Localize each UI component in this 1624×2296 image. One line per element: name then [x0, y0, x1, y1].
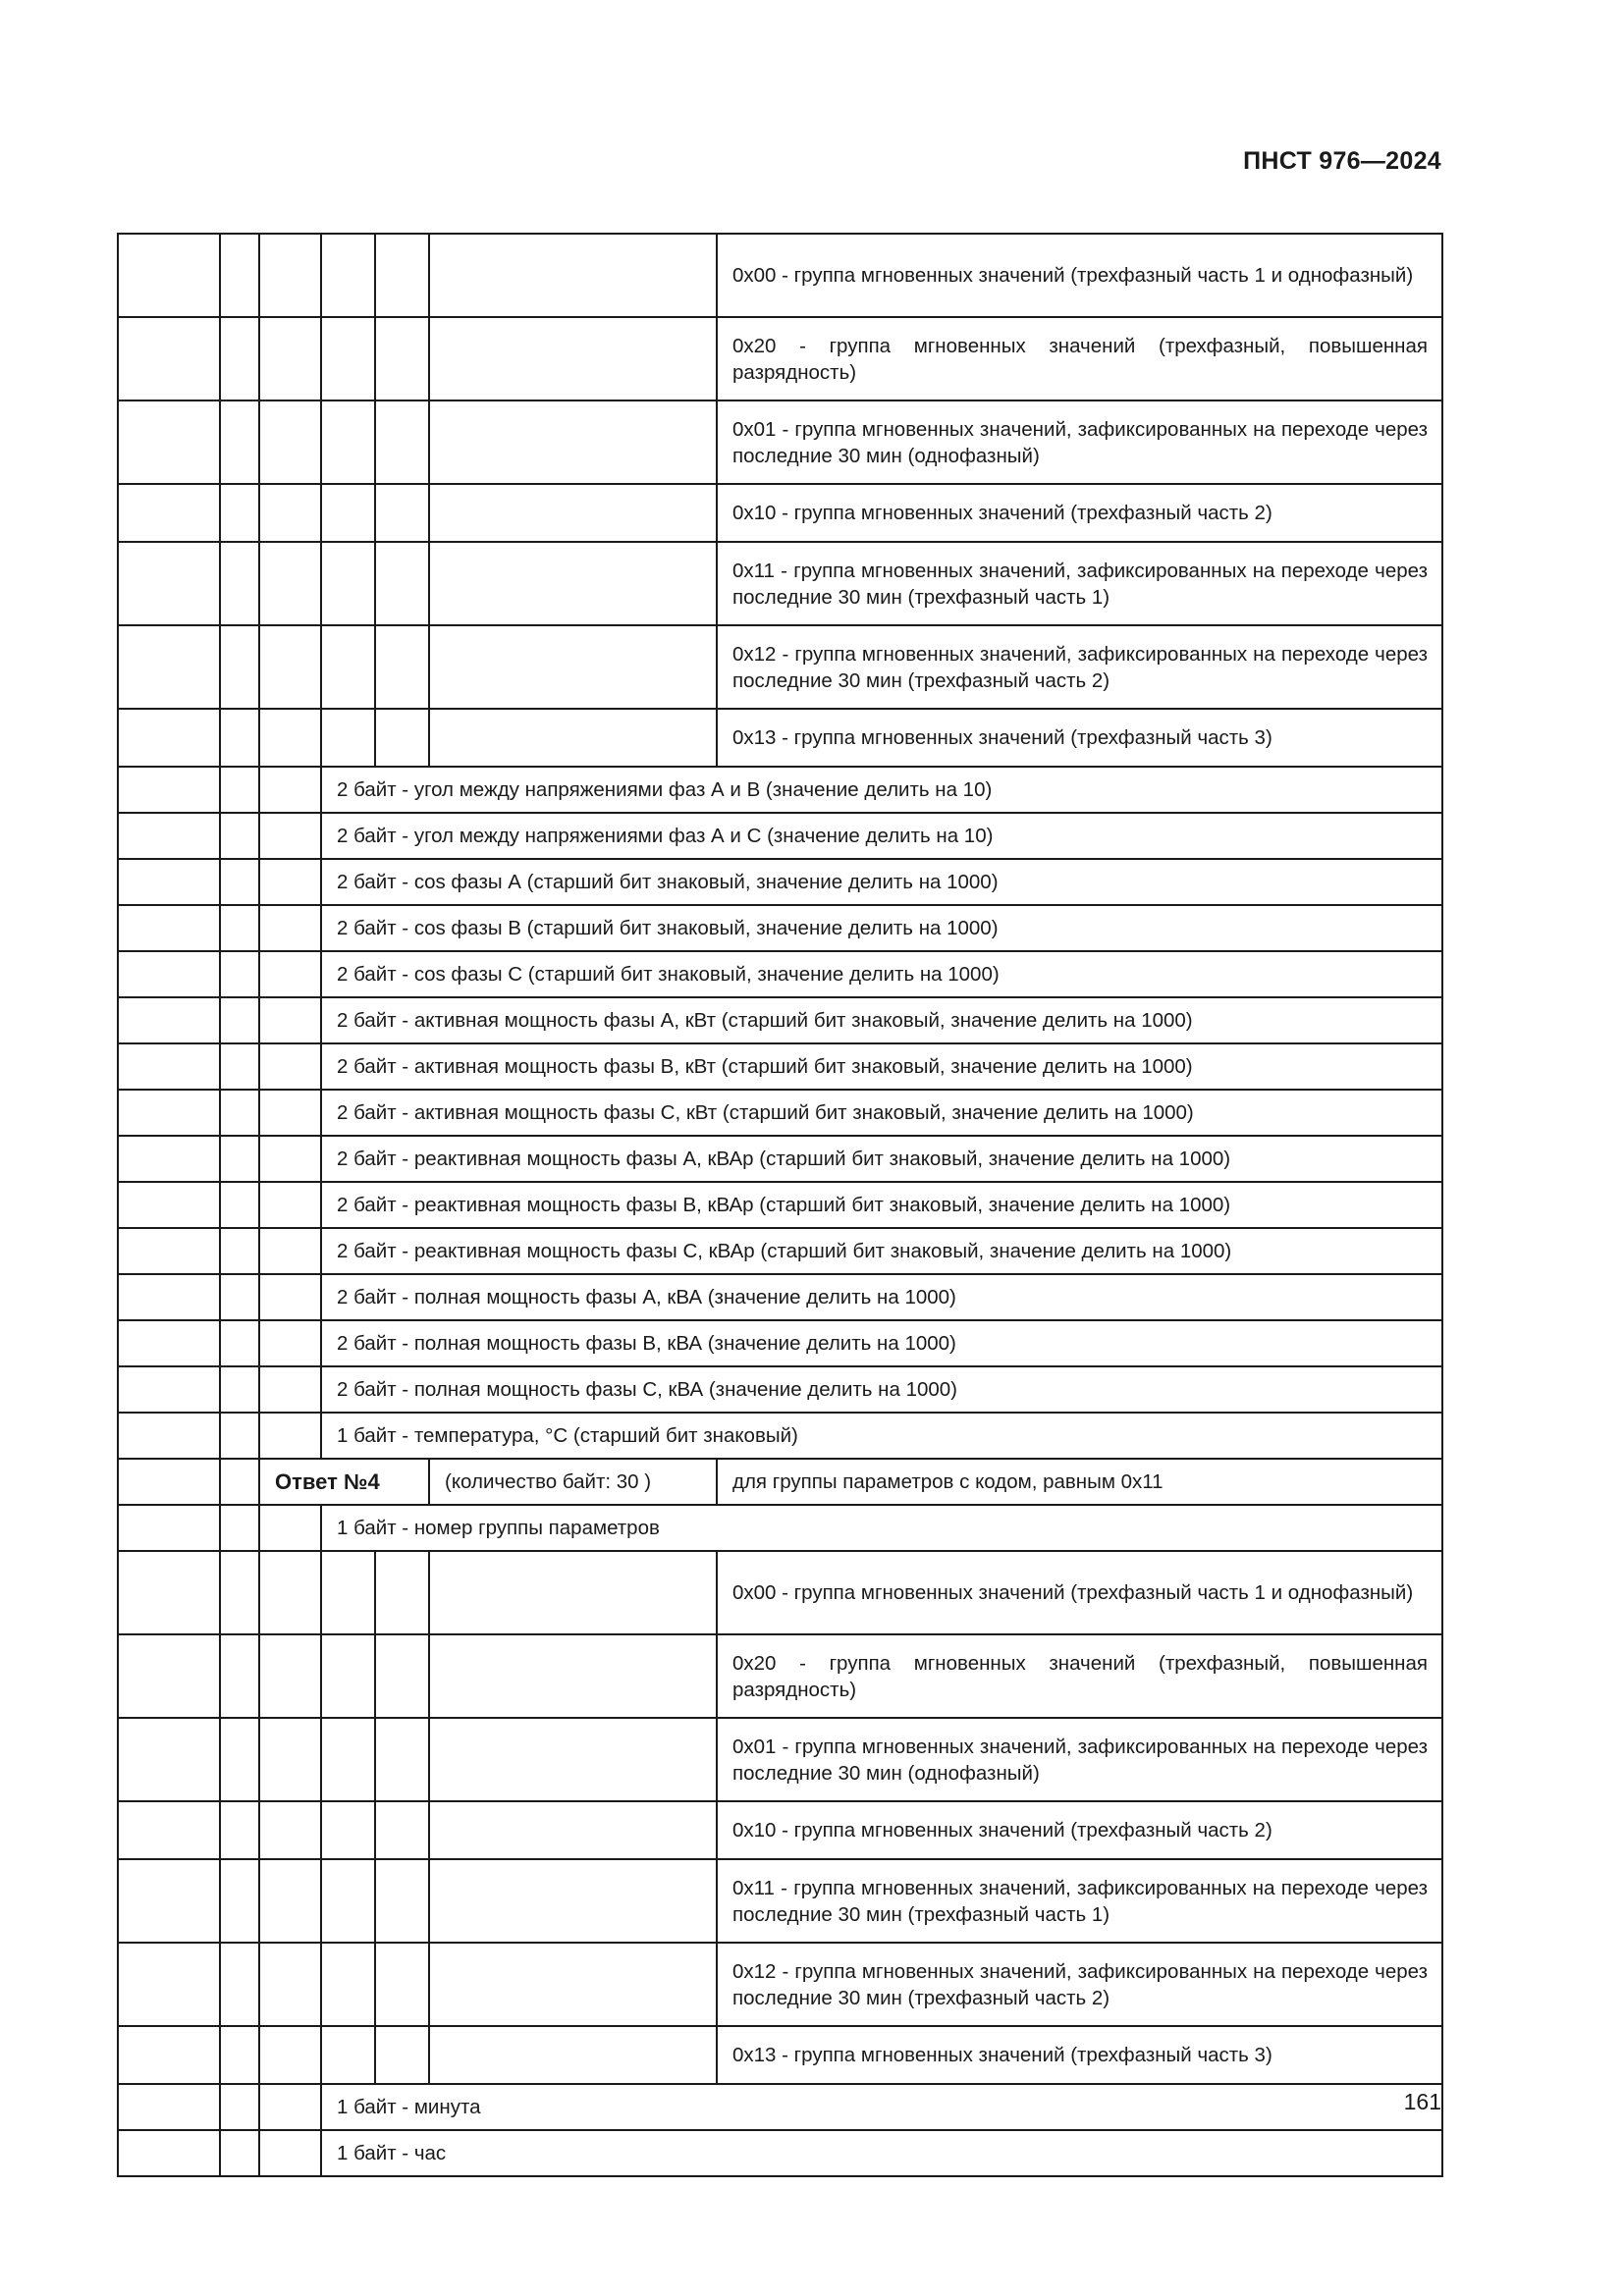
- group-code-cell: 0x20 - группа мгновенных значений (трехфазный, повышенная разрядность): [717, 1634, 1442, 1718]
- group-code-cell: 0x00 - группа мгновенных значений (трехфазный часть 1 и однофазный): [717, 1551, 1442, 1634]
- table-row: [118, 1718, 1442, 1801]
- field-description: 2 байт - полная мощность фазы С, кВА (значение делить на 1000): [321, 1366, 1442, 1413]
- field-description: 2 байт - угол между напряжениями фаз А и С (значение делить на 10): [321, 813, 1442, 859]
- page-number: 161: [1403, 2089, 1441, 2114]
- field-description: 2 байт - активная мощность фазы А, кВт (старший бит знаковый, значение делить на 1000): [321, 997, 1442, 1043]
- field-description: 2 байт - полная мощность фазы А, кВА (значение делить на 1000): [321, 1274, 1442, 1320]
- group-code-cell: 0x12 - группа мгновенных значений, зафиксированных на переходе через последние 30 мин (трехфазный часть 2): [717, 625, 1442, 709]
- field-description: 1 байт - температура, °С (старший бит знаковый): [321, 1413, 1442, 1459]
- group-code-cell: 0x11 - группа мгновенных значений, зафиксированных на переходе через последние 30 мин (трехфазный часть 1): [717, 1859, 1442, 1943]
- table-row: [118, 625, 1442, 709]
- answer-header-row: [118, 1459, 1442, 1505]
- table-row: [118, 1366, 1442, 1413]
- table-row: [118, 1551, 1442, 1634]
- byte-count: (количество байт: 30 ): [429, 1459, 717, 1505]
- group-code-cell: 0x01 - группа мгновенных значений, зафиксированных на переходе через последние 30 мин (однофазный): [717, 400, 1442, 484]
- protocol-table: [117, 233, 1443, 2177]
- field-description: 2 байт - полная мощность фазы В, кВА (значение делить на 1000): [321, 1320, 1442, 1366]
- table-row: [118, 1043, 1442, 1090]
- table-row: [118, 709, 1442, 767]
- table-row: [118, 1943, 1442, 2026]
- table-row: [118, 1090, 1442, 1136]
- field-description: 1 байт - час: [321, 2130, 1442, 2176]
- field-description: 2 байт - cos фазы А (старший бит знаковый, значение делить на 1000): [321, 859, 1442, 905]
- group-code-cell: 0x12 - группа мгновенных значений, зафиксированных на переходе через последние 30 мин (трехфазный часть 2): [717, 1943, 1442, 2026]
- table-row: [118, 1634, 1442, 1718]
- table-row: [118, 905, 1442, 951]
- table-row: [118, 951, 1442, 997]
- field-description: 2 байт - реактивная мощность фазы С, кВАр (старший бит знаковый, значение делить на 1000): [321, 1228, 1442, 1274]
- table-row: [118, 1274, 1442, 1320]
- field-description: 2 байт - реактивная мощность фазы В, кВАр (старший бит знаковый, значение делить на 1000): [321, 1182, 1442, 1228]
- table-row: [118, 2084, 1442, 2130]
- table-row: [118, 2026, 1442, 2084]
- table-row: [118, 317, 1442, 400]
- field-description: 2 байт - активная мощность фазы С, кВт (старший бит знаковый, значение делить на 1000): [321, 1090, 1442, 1136]
- table-row: [118, 1182, 1442, 1228]
- answer-label: Ответ №4: [259, 1459, 429, 1505]
- table-row: [118, 2130, 1442, 2176]
- field-description: 2 байт - cos фазы С (старший бит знаковый, значение делить на 1000): [321, 951, 1442, 997]
- table-row: [118, 484, 1442, 542]
- field-description: 1 байт - номер группы параметров: [321, 1505, 1442, 1551]
- group-code-cell: 0x10 - группа мгновенных значений (трехфазный часть 2): [717, 1801, 1442, 1859]
- table-row: [118, 997, 1442, 1043]
- group-code-cell: 0x00 - группа мгновенных значений (трехфазный часть 1 и однофазный): [717, 234, 1442, 317]
- answer-condition: для группы параметров с кодом, равным 0x11: [717, 1459, 1442, 1505]
- table-row: [118, 813, 1442, 859]
- table-row: [118, 1859, 1442, 1943]
- table-row: [118, 1505, 1442, 1551]
- table-row: [118, 234, 1442, 317]
- table-row: [118, 542, 1442, 625]
- document-code: ПНСТ 976—2024: [1243, 147, 1441, 175]
- field-description: 2 байт - угол между напряжениями фаз А и В (значение делить на 10): [321, 767, 1442, 813]
- group-code-cell: 0x20 - группа мгновенных значений (трехфазный, повышенная разрядность): [717, 317, 1442, 400]
- field-description: 1 байт - минута: [321, 2084, 1442, 2130]
- table-row: [118, 400, 1442, 484]
- field-description: 2 байт - реактивная мощность фазы А, кВАр (старший бит знаковый, значение делить на 1000): [321, 1136, 1442, 1182]
- field-description: 2 байт - cos фазы В (старший бит знаковый, значение делить на 1000): [321, 905, 1442, 951]
- table-row: [118, 859, 1442, 905]
- table-row: [118, 1320, 1442, 1366]
- group-code-cell: 0x11 - группа мгновенных значений, зафиксированных на переходе через последние 30 мин (трехфазный часть 1): [717, 542, 1442, 625]
- group-code-cell: 0x01 - группа мгновенных значений, зафиксированных на переходе через последние 30 мин (однофазный): [717, 1718, 1442, 1801]
- table-row: [118, 1413, 1442, 1459]
- table-row: [118, 1801, 1442, 1859]
- group-code-cell: 0x13 - группа мгновенных значений (трехфазный часть 3): [717, 2026, 1442, 2084]
- field-description: 2 байт - активная мощность фазы В, кВт (старший бит знаковый, значение делить на 1000): [321, 1043, 1442, 1090]
- table-row: [118, 767, 1442, 813]
- group-code-cell: 0x10 - группа мгновенных значений (трехфазный часть 2): [717, 484, 1442, 542]
- table-row: [118, 1136, 1442, 1182]
- group-code-cell: 0x13 - группа мгновенных значений (трехфазный часть 3): [717, 709, 1442, 767]
- table-row: [118, 1228, 1442, 1274]
